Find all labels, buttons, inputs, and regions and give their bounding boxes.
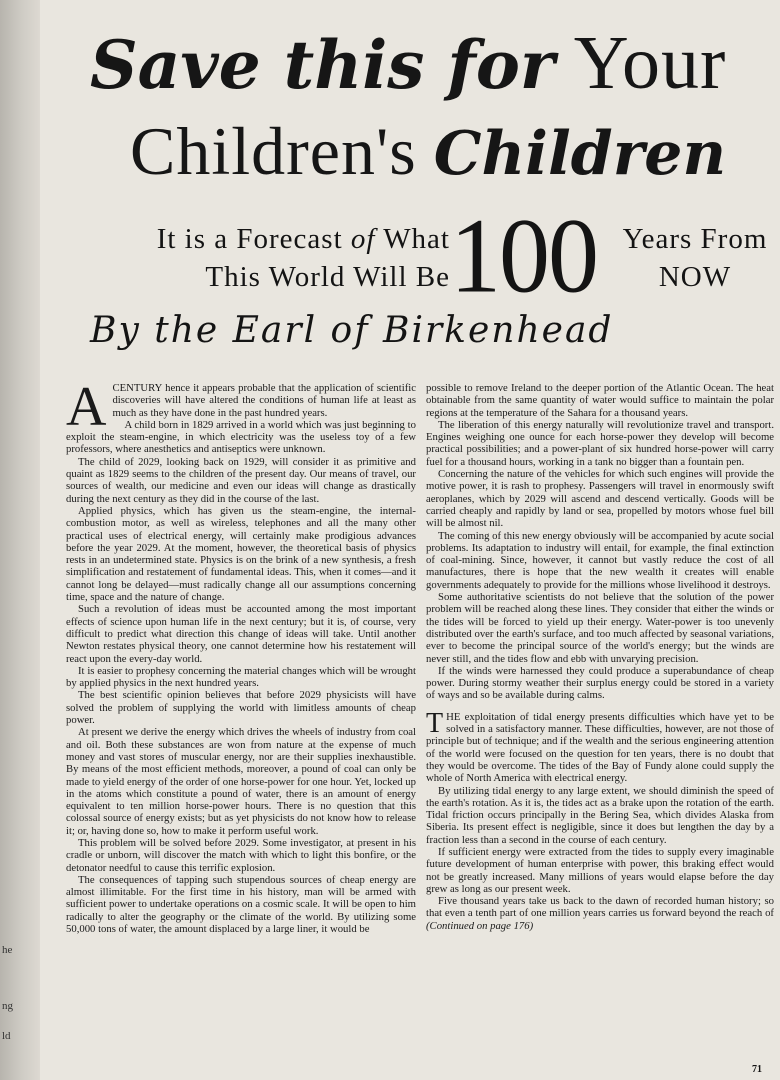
margin-fragment: ld [2,1030,11,1042]
forecast-right [595,220,780,296]
headline-line-2 [130,112,726,191]
article-paragraph: If the winds were harnessed they could produce a superabundance of cheap power. During stormy weather their surplus energy could be stored in a variety of ways and so be available during calms. [426,664,774,702]
continued-note: (Continued on page 176) [426,919,534,932]
article-paragraph [426,895,774,932]
forecast-100: 100 [450,197,597,316]
forecast-left [90,220,450,296]
drop-cap-a: A [66,382,107,438]
article-paragraph: The coming of this new energy obviously will be accompanied by acute social problems. Its adaptation to industry will entail, for example, the final extinction of coal-mining. Since, however, it cannot but vastly reduce the cost of all manufactures, there is hope that the new wealth it creates will enable governments adequately to provide for the millions whose livelihood it destroys. [426,529,774,591]
article-paragraph: HE exploitation of tidal energy presents difficulties which have yet to be solved in a satisfactory manner. These difficulties, however, are not those of principle but of technique; and if the wealth and the serious engineering attention of the world were focused on the question for ten years, there is no doubt that they would be overcome. The tides of the Bay of Fundy alone could supply the whole of North America with electrical energy. [426,710,774,785]
page-number: 71 [752,1064,762,1075]
article-paragraph: It is easier to prophesy concerning the material changes which will be wrought by applied physics in the next hundred years. [66,664,416,690]
byline: By the Earl of Birkenhead [90,310,614,351]
forecast-what: What [383,223,450,255]
headline [70,20,770,316]
forecast-left-row-1 [90,220,450,258]
article-paragraph: Some authoritative scientists do not believe that the solution of the power problem will be reached along these lines. They consider that either the winds or the tides will be forced to yield up their energy. Water-power is too unevenly distributed over the earth's surface, and too much affected by seasonal variations, ever to become the principal source of the world's energy; but the winds are never still, and the tides flow and ebb with unvarying precision. [426,591,774,665]
forecast-line [90,197,780,316]
headline-childrens: Children's [130,113,417,189]
article-paragraph-text: Five thousand years take us back to the dawn of recorded human history; so that even a tenth part of one million years carries us forward beyond the reach of [426,895,774,920]
forecast-left-row-2: This World Will Be [205,261,450,293]
headline-script-children: Children [433,119,727,189]
forecast-right-row-1: Years From [622,223,768,255]
headline-line-1 [90,20,726,107]
headline-your: Your [573,21,727,105]
article-paragraph: The liberation of this energy naturally will revolutionize travel and transport. Engines weighing one ounce for each horse-power they develop will become practical possibilities; and a power-plant of six hundred horse-power will carry fuel for a thousand hours, working in a tank no bigger than a fountain pen. [426,418,774,468]
forecast-of: of [350,223,376,255]
article-column-right [426,382,774,1062]
article-paragraph: A child born in 1829 arrived in a world which was just beginning to exploit the steam-engine, in which electricity was the useless toy of a few professors, where anesthetics and antiseptics were unknown. [66,418,416,456]
binding-gutter [0,0,40,1080]
article-paragraph: possible to remove Ireland to the deeper portion of the Atlantic Ocean. The heat obtainable from the same quantity of water would suffice to maintain the polar regions at the temperature of the Sahara for a thousand years. [426,382,774,419]
article-paragraph: By utilizing tidal energy to any large extent, we should diminish the speed of the earth's rotation. As it is, the tides act as a brake upon the rotation of the earth. Tidal friction occurs principally in the Bering Sea, which divides Alaska from Siberia. Its present effect is negligible, since it does but lengthen the day by a fraction less than a second in the course of each century. [426,784,774,846]
headline-script-save: Save this for [90,26,555,104]
article-paragraph: This problem will be solved before 2029. Some investigator, at present in his cradle or unborn, will discover the match with which to light this bonfire, or the detonator needful to cause this terrific explosion. [66,836,416,874]
article-paragraph: Applied physics, which has given us the steam-engine, the internal-combustion motor, as well as wireless, telephones and all the many other practical uses of electrical energy, will certainly make prodigious advances before the year 2029. At the moment, however, the theoretical basis of physics rests in an undetermined state. Physics is on the brink of a new synthesis, a fresh simplification and restatement of fundamental ideas. This, when it comes—and it cannot long be delayed—must radically change all our assumptions concerning time, space and the nature of change. [66,504,416,604]
forecast-text: It is a Forecast [156,223,343,255]
section-gap [426,702,774,711]
article-paragraph: At present we derive the energy which drives the wheels of industry from coal and oil. Both these substances are won from nature at the expense of much money and vast stores of muscular energy, nor are their supplies inexhaustible. By means of the most efficient methods, moreover, a pound of coal can only be made to yield energy of the order of one horse-power for one hour. Yet, locked up in the atoms which constitute a pound of water, there is an amount of energy equivalent to ten million horse-power hours. There is no question that this colossal source of energy exists; but as yet physicists do not know how to release it; or, having done so, how to make it perform useful work. [66,726,416,837]
article-paragraph: The consequences of tapping such stupendous sources of cheap energy are almost illimitable. For the first time in his history, man will be armed with sufficient power to undertake operations on a cosmic scale. It will be open to him radically to alter the geography or the climate of the world. By utilizing some 50,000 tons of water, the amount displaced by a large liner, it would be [66,873,416,936]
article-column-left [66,382,416,1062]
article-paragraph: If sufficient energy were extracted from the tides to supply every imaginable future development of human enterprise with power, this braking effect would not be greatly increased. Many millions of years would elapse before the day grew as long as our present week. [426,845,774,895]
article-paragraph: Such a revolution of ideas must be accounted among the most important effects of science upon human life in the next century; but it is, of course, very difficult to predict what direction this change of ideas will take. Until another Newton restates physical theory, one cannot determine how his restatement will react upon the every-day world. [66,603,416,665]
margin-fragment: he [2,944,13,956]
article-paragraph: Concerning the nature of the vehicles for which such engines will provide the motive power, it is rash to prophesy. Passengers will travel in enormously swift aeroplanes, which by 2029 will ascend and descend vertically. Goods will be carried cheaply and rapidly by land or sea, propelled by motors whose fuel bill will be almost nil. [426,468,774,530]
forecast-right-row-2: NOW [658,261,732,293]
article-paragraph: The child of 2029, looking back on 1929, will consider it as primitive and quaint as 1829 seems to the children of the present day. Our means of travel, our sources of wealth, our medicine and even our ideas will change as drastically during the next century as they did in the course of the last. [66,455,416,505]
margin-fragment: ng [2,1000,13,1012]
article-paragraph: CENTURY hence it appears probable that the application of scientific discoveries will have altered the conditions of human life at least as much as they have done in the past hundred years. [112,382,416,419]
drop-cap-t: T [426,707,444,739]
article-paragraph: The best scientific opinion believes that before 2029 physicists will have solved the problem of supplying the world with limitless amounts of cheap power. [66,689,416,727]
